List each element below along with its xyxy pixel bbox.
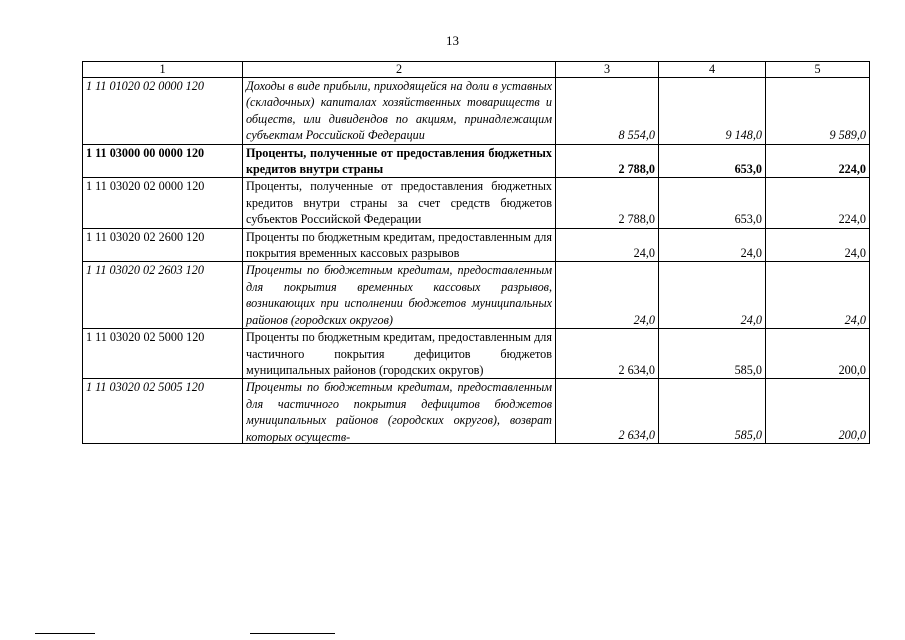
row-name-text: Проценты по бюджетным кредитам, предоставленным для частичного покрытия дефицитов бюджетов муниципальных районов (городских округов), возврат которых осуществ- [246,380,552,444]
row-value-col3: 24,0 [556,228,659,262]
row-name [243,379,556,444]
table-row [83,329,870,379]
row-code: 1 11 03020 02 2600 120 [83,228,243,262]
row-value-col5: 9 589,0 [766,78,870,145]
header-col-3: 3 [556,62,659,78]
row-value-col5: 200,0 [766,329,870,379]
row-value-col3: 2 634,0 [556,329,659,379]
row-code: 1 11 03020 02 5005 120 [83,379,243,444]
row-code: 1 11 03020 02 0000 120 [83,178,243,228]
row-value-col3: 2 634,0 [556,379,659,444]
row-code: 1 11 01020 02 0000 120 [83,78,243,145]
row-value-col4: 24,0 [659,262,766,329]
row-value-col5: 24,0 [766,228,870,262]
row-value-col3: 2 788,0 [556,144,659,178]
row-code: 1 11 03020 02 5000 120 [83,329,243,379]
row-value-col4: 653,0 [659,178,766,228]
table-row [83,144,870,178]
table-row [83,228,870,262]
row-code: 1 11 03020 02 2603 120 [83,262,243,329]
row-name: Проценты по бюджетным кредитам, предоставленным для покрытия временных кассовых разрывов, возникающих при исполнении бюджетов муниципальных районов (городских округов) [243,262,556,329]
row-value-col4: 24,0 [659,228,766,262]
row-name: Проценты, полученные от предоставления бюджетных кредитов внутри страны за счет средств бюджетов субъектов Российской Федерации [243,178,556,228]
header-col-1: 1 [83,62,243,78]
row-name: Проценты, полученные от предоставления бюджетных кредитов внутри страны [243,144,556,178]
footer-divider-left [35,633,95,634]
page-number: 13 [446,33,459,48]
table-row [83,78,870,145]
row-name: Проценты по бюджетным кредитам, предоставленным для частичного покрытия дефицитов бюджетов муниципальных районов (городских округов) [243,329,556,379]
header-col-5: 5 [766,62,870,78]
header-col-4: 4 [659,62,766,78]
header-col-2: 2 [243,62,556,78]
row-code: 1 11 03000 00 0000 120 [83,144,243,178]
row-value-col5: 224,0 [766,144,870,178]
row-value-col4: 653,0 [659,144,766,178]
row-value-col3: 2 788,0 [556,178,659,228]
row-name: Доходы в виде прибыли, приходящейся на доли в уставных (складочных) капиталах хозяйственных товариществ и обществ, или дивидендов по акциям, принадлежащим субъектам Российской Федерации [243,78,556,145]
row-name: Проценты по бюджетным кредитам, предоставленным для покрытия временных кассовых разрывов [243,228,556,262]
footer-divider-middle [250,633,335,634]
row-value-col3: 8 554,0 [556,78,659,145]
row-value-col4: 585,0 [659,329,766,379]
table-header-row [83,62,870,78]
table-row [83,262,870,329]
table-row [83,178,870,228]
budget-revenue-table [82,61,870,444]
row-value-col3: 24,0 [556,262,659,329]
row-value-col5: 224,0 [766,178,870,228]
row-value-col4: 9 148,0 [659,78,766,145]
row-value-col5: 24,0 [766,262,870,329]
row-value-col5: 200,0 [766,379,870,444]
row-value-col4: 585,0 [659,379,766,444]
table-row [83,379,870,444]
